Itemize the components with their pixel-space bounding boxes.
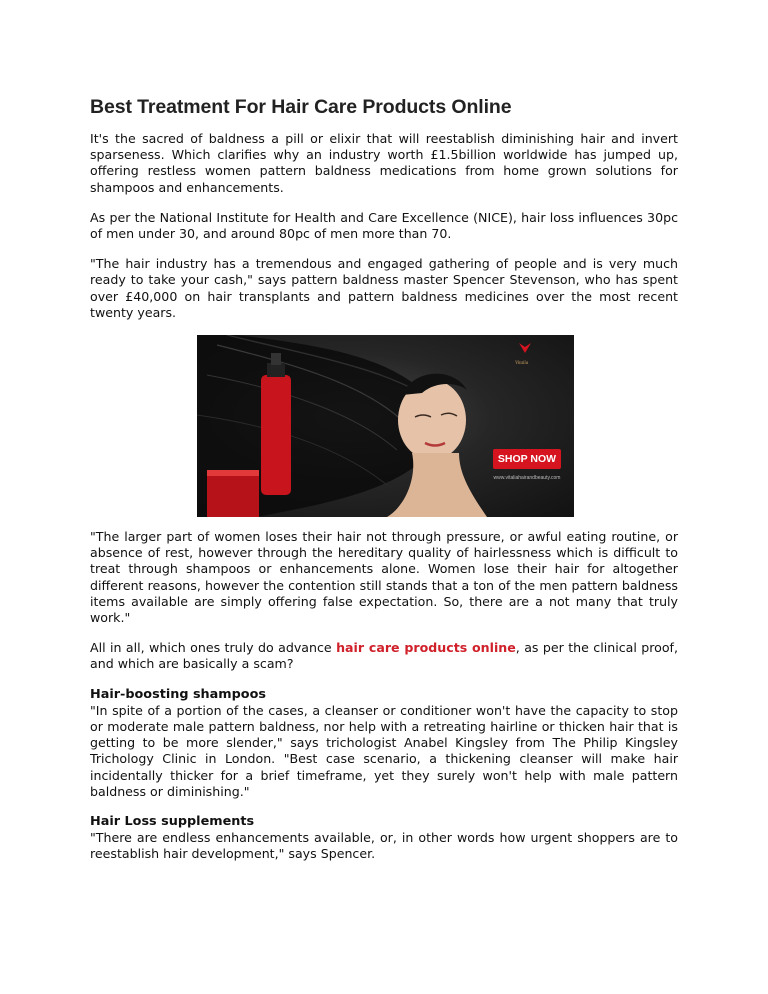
all-in-all-text-before: All in all, which ones truly do advance xyxy=(90,640,337,656)
hair-care-products-link[interactable]: hair care products online xyxy=(336,640,516,656)
paragraph-larger-part: "The larger part of women loses their hair not through pressure, or awful eating routine, or absence of rest, however through the hereditary quality of hairlessness which is difficult to treat through shampoos or enhancements alone. Women lose their hair for altogether different reasons, however the contention still stands that a ton of the men pattern baldness items available are simply offering false expectation. So, there are a not many that truly work." xyxy=(90,529,678,626)
paragraph-spencer-quote: "The hair industry has a tremendous and engaged gathering of people and is very much ready to take your cash," says pattern baldness master Spencer Stevenson, who has spent over £40,000 on hair transplants and pattern baldness medicines over the most recent twenty years. xyxy=(90,256,678,320)
paragraph-all-in-all xyxy=(90,640,678,672)
document-page xyxy=(90,96,678,877)
ad-brand-logo: Vitalia xyxy=(515,361,529,367)
hair-product-ad-banner[interactable] xyxy=(197,335,574,517)
section-title-supplements: Hair Loss supplements xyxy=(90,814,255,830)
paragraph-intro: It's the sacred of baldness a pill or elixir that will reestablish diminishing hair and invert sparseness. Which clarifies why an industry worth £1.5billion worldwide has jumped up, offering restless women pattern baldness medications from home grown solutions for shampoos and enhancements. xyxy=(90,131,678,195)
section-shampoos xyxy=(90,687,678,800)
section-supplements xyxy=(90,814,678,863)
section-text-shampoos: "In spite of a portion of the cases, a cleanser or conditioner won't have the capacity to stop or moderate male pattern baldness, nor help with a retreating hairline or thicken hair that is getting to be more slender," says trichologist Anabel Kingsley from The Philip Kingsley Trichology Clinic in London. "Best case scenario, a thickening cleanser will make hair incidentally thicker for a brief timeframe, yet they surely won't help with male pattern baldness or diminishing." xyxy=(90,702,678,799)
article-title: Best Treatment For Hair Care Products Online xyxy=(90,96,512,118)
section-title-shampoos: Hair-boosting shampoos xyxy=(90,686,267,702)
all-in-all-text-after: , as per the clinical proof, and which are basically a scam? xyxy=(90,640,678,672)
paragraph-nice: As per the National Institute for Health and Care Excellence (NICE), hair loss influences 30pc of men under 30, and around 80pc of men more than 70. xyxy=(90,209,678,242)
ad-url-text: www.vitaliahairandbeauty.com xyxy=(493,475,561,482)
section-text-supplements: "There are endless enhancements available, or, in other words how urgent shoppers are to reestablish hair development," says Spencer. xyxy=(90,830,678,862)
shop-now-button[interactable]: SHOP NOW xyxy=(493,449,561,469)
